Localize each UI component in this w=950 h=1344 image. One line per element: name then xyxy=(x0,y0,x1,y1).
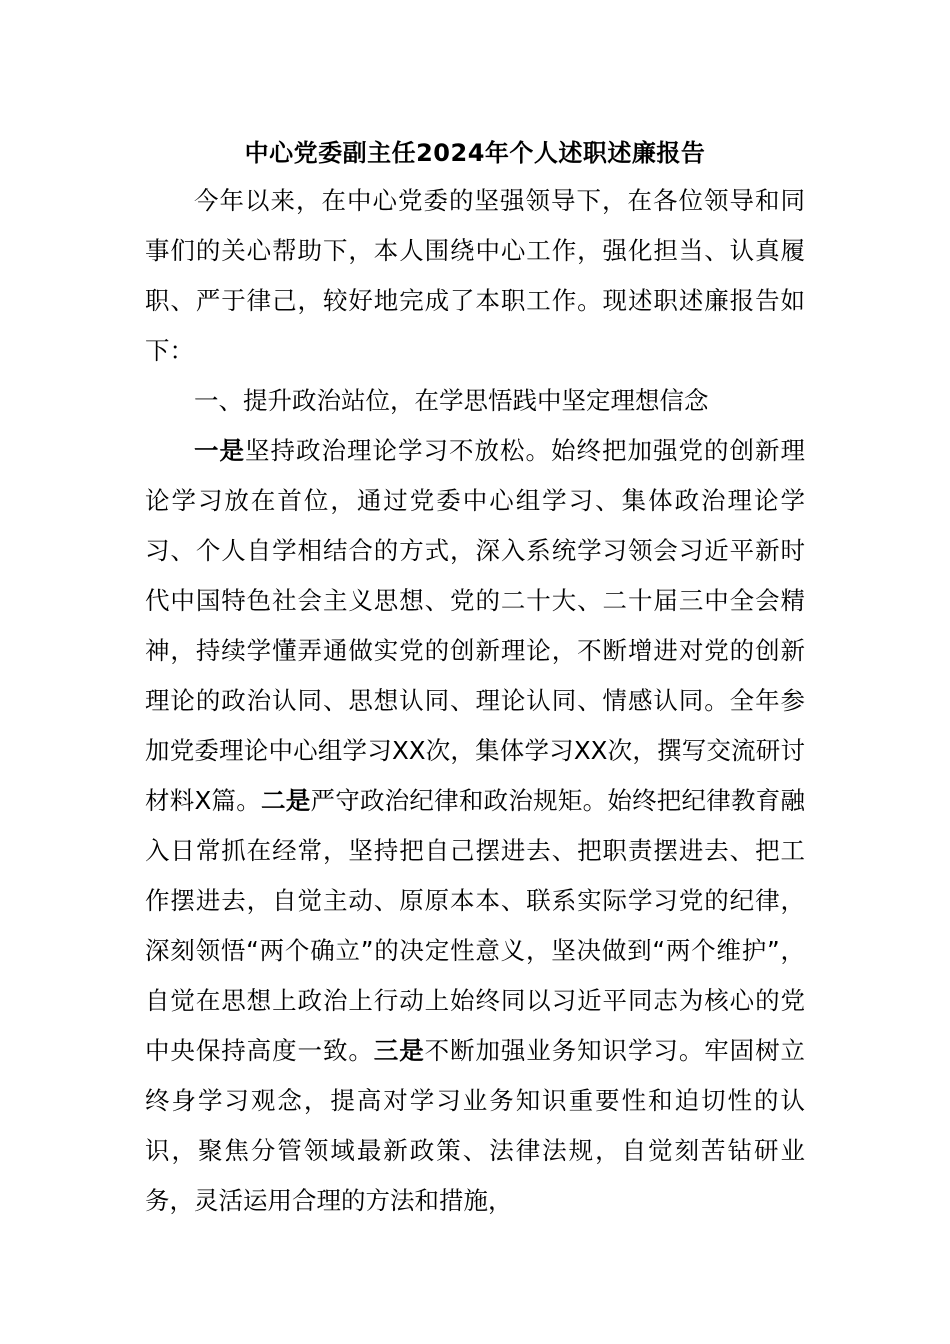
document-page xyxy=(145,130,805,1226)
point-3-text: 不断加强业务知识学习。牢固树立终身学习观念，提高对学习业务知识重要性和迫切性的认识，聚焦分管领域最新政策、法律法规，自觉刻苦钻研业务，灵活运用合理的方法和措施， xyxy=(145,1036,806,1215)
document-title: 中心党委副主任2024年个人述职述廉报告 xyxy=(244,139,706,167)
section-heading-1: 一、提升政治站位，在学思悟践中坚定理想信念 xyxy=(194,386,709,415)
point-2-lead: 二是 xyxy=(260,786,311,815)
point-1-lead: 一是 xyxy=(194,436,245,465)
section-1-body xyxy=(145,426,805,1226)
point-3-lead: 三是 xyxy=(373,1036,425,1065)
point-1-text: 坚持政治理论学习不放松。始终把加强党的创新理论学习放在首位，通过党委中心组学习、集体政治理论学习、个人自学相结合的方式，深入系统学习领会习近平新时代中国特色社会主义思想、党的二十大、二十届三中全会精神，持续学懂弄通做实党的创新理论，不断增进对党的创新理论的政治认同、思想认同、理论认同、情感认同。全年参加党委理论中心组学习XX次，集体学习XX次，撰写交流研讨材料X篇。 xyxy=(145,436,805,815)
intro-paragraph: 今年以来，在中心党委的坚强领导下，在各位领导和同事们的关心帮助下，本人围绕中心工作，强化担当、认真履职、严于律己，较好地完成了本职工作。现述职述廉报告如下： xyxy=(145,186,805,365)
point-2-text: 严守政治纪律和政治规矩。始终把纪律教育融入日常抓在经常，坚持把自己摆进去、把职责摆进去、把工作摆进去，自觉主动、原原本本、联系实际学习党的纪律，深刻领悟“两个确立”的决定性意义，坚决做到“两个维护”，自觉在思想上政治上行动上始终同以习近平同志为核心的党中央保持高度一致。 xyxy=(145,786,805,1065)
